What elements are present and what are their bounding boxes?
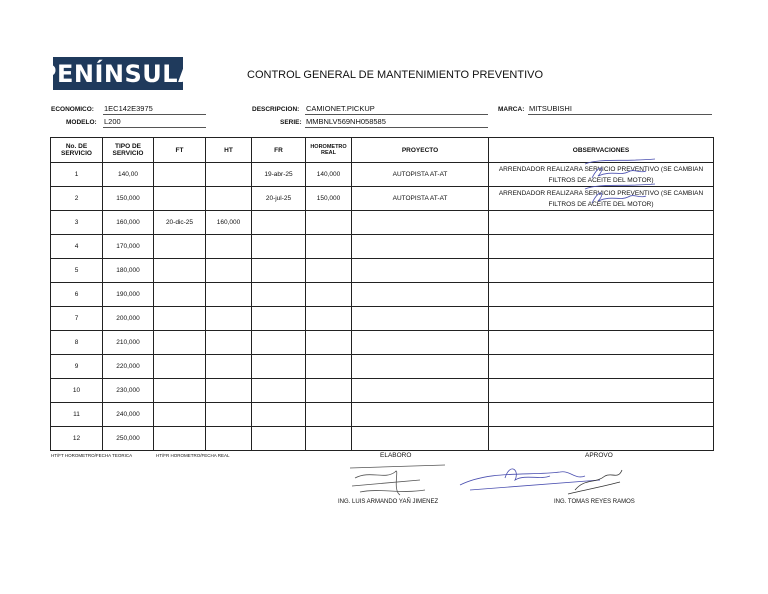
cell-no: 6 [51, 283, 103, 307]
cell-fr: 20-jul-25 [252, 187, 306, 211]
cell-tipo: 220,000 [103, 355, 154, 379]
cell-ft: 20-dic-25 [154, 211, 206, 235]
row2-signature [585, 184, 655, 203]
cell-no: 3 [51, 211, 103, 235]
cell-tipo: 210,000 [103, 331, 154, 355]
cell-no: 8 [51, 331, 103, 355]
elaboro-name: ING. LUIS ARMANDO YAÑ JIMENEZ [338, 499, 439, 505]
cell-no: 4 [51, 235, 103, 259]
col-no-servicio: No. DE SERVICIO [51, 138, 103, 163]
cell-no: 2 [51, 187, 103, 211]
cell-real: 140,000 [306, 163, 352, 187]
cell-no: 12 [51, 427, 103, 451]
modelo-label: MODELO: [66, 119, 97, 126]
cell-observaciones: ARRENDADOR REALIZARA SERVICIO PREVENTIVO (SE CAMBIAN FILTROS DE ACEITE DEL MOTOR) [489, 163, 714, 187]
cell-tipo: 140,00 [103, 163, 154, 187]
cell-tipo: 240,000 [103, 403, 154, 427]
footnote-ft: HT/FT HOROMETRO/FECHA TEORICA [51, 453, 133, 458]
cell-no: 9 [51, 355, 103, 379]
cell-no: 11 [51, 403, 103, 427]
descripcion-value: CAMIONET.PICKUP [305, 104, 488, 115]
modelo-value: L200 [103, 117, 206, 128]
cell-tipo: 150,000 [103, 187, 154, 211]
cell-tipo: 250,000 [103, 427, 154, 451]
cell-tipo: 160,000 [103, 211, 154, 235]
col-tipo-servicio: TIPO DE SERVICIO [103, 138, 154, 163]
cell-tipo: 230,000 [103, 379, 154, 403]
col-horometro-real: HOROMETRO REAL [306, 138, 352, 163]
cell-observaciones: ARRENDADOR REALIZARA SERVICIO PREVENTIVO (SE CAMBIAN FILTROS DE ACEITE DEL MOTOR) [489, 187, 714, 211]
economico-value: 1EC142E3975 [103, 104, 206, 115]
col-observaciones: OBSERVACIONES [489, 138, 714, 163]
col-ft: FT [154, 138, 206, 163]
economico-label: ECONOMICO: [51, 106, 94, 113]
cell-tipo: 180,000 [103, 259, 154, 283]
page-title: CONTROL GENERAL DE MANTENIMIENTO PREVENTIVO [247, 69, 544, 81]
cell-proyecto: AUTOPISTA AT-AT [352, 163, 489, 187]
cell-no: 7 [51, 307, 103, 331]
col-fr: FR [252, 138, 306, 163]
marca-label: MARCA: [498, 106, 525, 113]
logo-text: PENÍNSULA [38, 59, 198, 88]
cell-no: 10 [51, 379, 103, 403]
col-proyecto: PROYECTO [352, 138, 489, 163]
cell-proyecto: AUTOPISTA AT-AT [352, 187, 489, 211]
marca-value: MITSUBISHI [528, 104, 712, 115]
elaboro-signature [350, 465, 445, 495]
descripcion-label: DESCRIPCION: [252, 106, 300, 113]
aprovo-label: APROVO [585, 452, 613, 459]
cell-tipo: 200,000 [103, 307, 154, 331]
cell-tipo: 170,000 [103, 235, 154, 259]
cell-tipo: 190,000 [103, 283, 154, 307]
cell-fr: 19-abr-25 [252, 163, 306, 187]
cell-ht: 160,000 [206, 211, 252, 235]
serie-value: MMBNLV569NH058585 [305, 117, 488, 128]
serie-label: SERIE: [280, 119, 302, 126]
aprovo-name: ING. TOMAS REYES RAMOS [554, 499, 635, 505]
cell-no: 1 [51, 163, 103, 187]
elaboro-label: ELABORO [380, 452, 412, 459]
cell-real: 150,000 [306, 187, 352, 211]
approval-signatures [460, 469, 600, 490]
footnote-fr: HT/FR HOROMETRO/FECHA REAL [156, 453, 230, 458]
cell-no: 5 [51, 259, 103, 283]
col-ht: HT [206, 138, 252, 163]
row1-signature [585, 159, 655, 178]
